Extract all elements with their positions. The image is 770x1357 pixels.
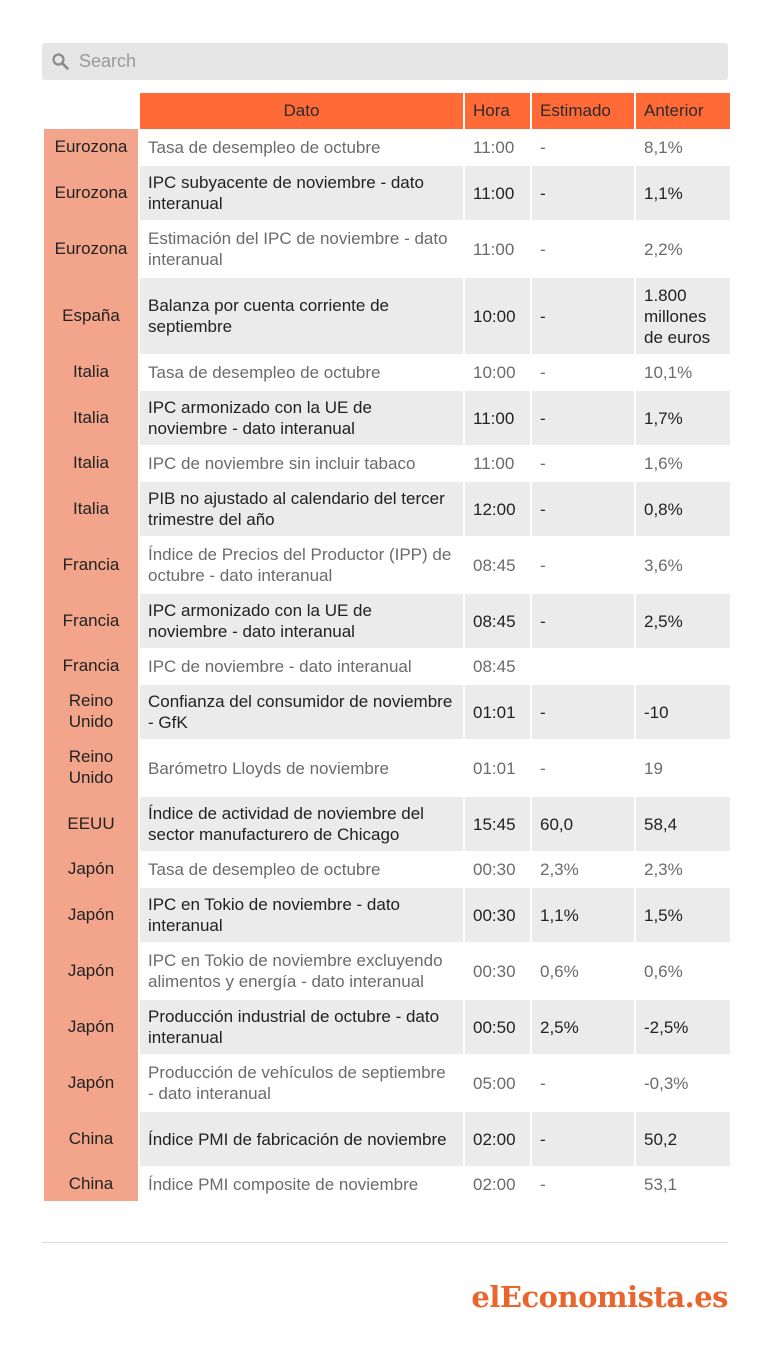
header-estimado[interactable]: Estimado (532, 93, 634, 129)
row-hora: 08:45 (465, 592, 530, 648)
header-hora[interactable]: Hora (465, 93, 530, 129)
row-hora: 02:00 (465, 1110, 530, 1166)
row-hora: 00:30 (465, 851, 530, 886)
row-anterior: -0,3% (636, 1054, 730, 1110)
row-dato: Tasa de desempleo de octubre (140, 129, 463, 164)
row-dato: IPC en Tokio de noviembre excluyendo alimentos y energía - dato interanual (140, 942, 463, 998)
table-row (44, 795, 730, 851)
row-hora: 02:00 (465, 1166, 530, 1201)
header-anterior[interactable]: Anterior (636, 93, 730, 129)
row-hora: 00:30 (465, 942, 530, 998)
row-dato: Balanza por cuenta corriente de septiembre (140, 276, 463, 354)
row-estimado: - (532, 480, 634, 536)
row-dato: Índice de actividad de noviembre del sector manufacturero de Chicago (140, 795, 463, 851)
row-country: Italia (44, 354, 138, 389)
row-anterior: 19 (636, 739, 730, 795)
table-row (44, 648, 730, 683)
table-header-row (44, 93, 730, 129)
row-estimado: 1,1% (532, 886, 634, 942)
row-country: Japón (44, 1054, 138, 1110)
row-estimado: - (532, 739, 634, 795)
economic-calendar-table (42, 93, 732, 1201)
table-row (44, 1110, 730, 1166)
row-estimado: - (532, 683, 634, 739)
row-dato: Índice PMI composite de noviembre (140, 1166, 463, 1201)
row-dato: PIB no ajustado al calendario del tercer trimestre del año (140, 480, 463, 536)
row-anterior (636, 648, 730, 683)
row-country: Italia (44, 480, 138, 536)
table-row (44, 851, 730, 886)
row-estimado: - (532, 354, 634, 389)
row-anterior: 3,6% (636, 536, 730, 592)
row-estimado: - (532, 592, 634, 648)
row-estimado: - (532, 1054, 634, 1110)
row-dato: IPC en Tokio de noviembre - dato interanual (140, 886, 463, 942)
row-hora: 12:00 (465, 480, 530, 536)
row-anterior: 1,1% (636, 164, 730, 220)
row-hora: 05:00 (465, 1054, 530, 1110)
row-country: Japón (44, 942, 138, 998)
row-country: Reino Unido (44, 739, 138, 795)
row-anterior: 2,2% (636, 220, 730, 276)
search-box[interactable] (42, 43, 728, 80)
row-anterior: 10,1% (636, 354, 730, 389)
row-dato: Barómetro Lloyds de noviembre (140, 739, 463, 795)
row-dato: Tasa de desempleo de octubre (140, 354, 463, 389)
row-hora: 11:00 (465, 129, 530, 164)
table-row (44, 942, 730, 998)
row-anterior: 1,5% (636, 886, 730, 942)
table-row (44, 389, 730, 445)
table-row (44, 998, 730, 1054)
row-country: Francia (44, 536, 138, 592)
table-row (44, 480, 730, 536)
table-row (44, 445, 730, 480)
row-estimado: - (532, 276, 634, 354)
row-country: Reino Unido (44, 683, 138, 739)
row-estimado: - (532, 1166, 634, 1201)
row-country: Francia (44, 648, 138, 683)
row-country: EEUU (44, 795, 138, 851)
row-dato: Tasa de desempleo de octubre (140, 851, 463, 886)
row-hora: 15:45 (465, 795, 530, 851)
row-country: China (44, 1166, 138, 1201)
row-anterior: 53,1 (636, 1166, 730, 1201)
row-hora: 00:50 (465, 998, 530, 1054)
row-hora: 10:00 (465, 276, 530, 354)
eleconomista-logo[interactable]: elEconomista.es (471, 1280, 728, 1314)
row-hora: 10:00 (465, 354, 530, 389)
row-anterior: 8,1% (636, 129, 730, 164)
row-estimado: - (532, 536, 634, 592)
row-dato: IPC armonizado con la UE de noviembre - dato interanual (140, 389, 463, 445)
row-dato: IPC de noviembre - dato interanual (140, 648, 463, 683)
table-row (44, 683, 730, 739)
row-estimado: - (532, 389, 634, 445)
table-row (44, 354, 730, 389)
footer-divider (42, 1242, 728, 1243)
row-country: España (44, 276, 138, 354)
row-hora: 11:00 (465, 220, 530, 276)
table-row (44, 129, 730, 164)
row-country: Japón (44, 851, 138, 886)
row-hora: 11:00 (465, 445, 530, 480)
row-estimado: 2,3% (532, 851, 634, 886)
row-dato: Índice de Precios del Productor (IPP) de octubre - dato interanual (140, 536, 463, 592)
row-country: Eurozona (44, 129, 138, 164)
row-country: Italia (44, 445, 138, 480)
row-estimado: - (532, 220, 634, 276)
row-hora: 00:30 (465, 886, 530, 942)
row-estimado: - (532, 129, 634, 164)
row-estimado: - (532, 445, 634, 480)
row-anterior: 2,3% (636, 851, 730, 886)
row-dato: Estimación del IPC de noviembre - dato interanual (140, 220, 463, 276)
table-row (44, 1054, 730, 1110)
row-country: Italia (44, 389, 138, 445)
search-icon (52, 53, 69, 70)
row-dato: IPC de noviembre sin incluir tabaco (140, 445, 463, 480)
row-dato: Producción industrial de octubre - dato interanual (140, 998, 463, 1054)
row-country: Francia (44, 592, 138, 648)
table-row (44, 592, 730, 648)
table-row (44, 886, 730, 942)
row-dato: IPC armonizado con la UE de noviembre - dato interanual (140, 592, 463, 648)
row-dato: Confianza del consumidor de noviembre - GfK (140, 683, 463, 739)
table-row (44, 276, 730, 354)
row-estimado (532, 648, 634, 683)
row-estimado: - (532, 1110, 634, 1166)
table-row (44, 220, 730, 276)
table-row (44, 164, 730, 220)
row-anterior: 1.800 millones de euros (636, 276, 730, 354)
row-estimado: 0,6% (532, 942, 634, 998)
row-country: Japón (44, 998, 138, 1054)
row-country: Eurozona (44, 220, 138, 276)
row-anterior: 2,5% (636, 592, 730, 648)
table-row (44, 536, 730, 592)
row-country: Eurozona (44, 164, 138, 220)
row-country: China (44, 1110, 138, 1166)
row-dato: Índice PMI de fabricación de noviembre (140, 1110, 463, 1166)
search-input[interactable] (77, 50, 681, 73)
row-hora: 11:00 (465, 164, 530, 220)
row-anterior: 58,4 (636, 795, 730, 851)
header-country (44, 93, 138, 129)
row-hora: 08:45 (465, 648, 530, 683)
row-estimado: - (532, 164, 634, 220)
row-hora: 01:01 (465, 739, 530, 795)
row-hora: 11:00 (465, 389, 530, 445)
row-hora: 08:45 (465, 536, 530, 592)
row-dato: Producción de vehículos de septiembre - dato interanual (140, 1054, 463, 1110)
row-anterior: 50,2 (636, 1110, 730, 1166)
row-anterior: 1,6% (636, 445, 730, 480)
table-row (44, 739, 730, 795)
header-dato[interactable]: Dato (140, 93, 463, 129)
row-dato: IPC subyacente de noviembre - dato interanual (140, 164, 463, 220)
row-estimado: 2,5% (532, 998, 634, 1054)
row-anterior: -2,5% (636, 998, 730, 1054)
row-anterior: 1,7% (636, 389, 730, 445)
row-anterior: -10 (636, 683, 730, 739)
row-estimado: 60,0 (532, 795, 634, 851)
table-row (44, 1166, 730, 1201)
row-hora: 01:01 (465, 683, 530, 739)
row-anterior: 0,8% (636, 480, 730, 536)
row-country: Japón (44, 886, 138, 942)
row-anterior: 0,6% (636, 942, 730, 998)
